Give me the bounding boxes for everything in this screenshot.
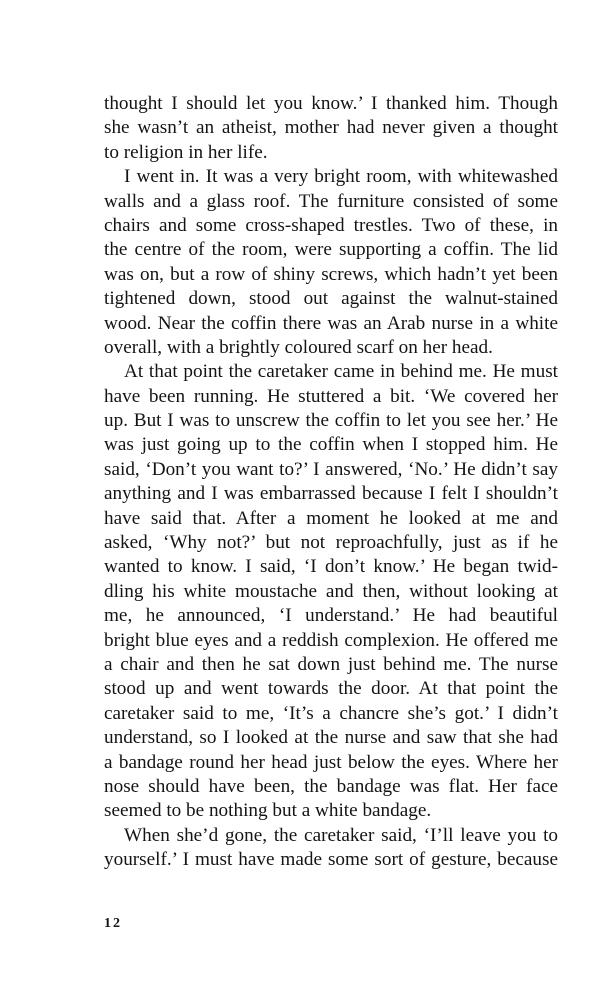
text-line: chairs and some cross-shaped trestles. Two of these, in <box>104 214 558 236</box>
text-line: was on, but a row of shiny screws, which hadn’t yet been <box>104 263 558 285</box>
paragraph <box>104 360 558 823</box>
text-line: she wasn’t an atheist, mother had never given a thought <box>104 117 558 139</box>
text-line: understand, so I looked at the nurse and saw that she had <box>104 727 558 749</box>
text-line: walls and a glass roof. The furniture consisted of some <box>104 190 558 212</box>
text-line: a chair and then he sat down just behind me. The nurse <box>104 653 558 675</box>
text-line: nose should have been, the bandage was flat. Her face <box>104 775 558 797</box>
paragraph <box>104 92 558 165</box>
text-line: anything and I was embarrassed because I felt I shouldn’t <box>104 483 558 505</box>
text-line: me, he announced, ‘I understand.’ He had beautiful <box>104 605 558 627</box>
paragraph <box>104 824 558 873</box>
text-line: to religion in her life. <box>104 141 268 163</box>
text-line: have said that. After a moment he looked at me and <box>104 507 558 529</box>
text-line: asked, ‘Why not?’ but not reproachfully, just as if he <box>104 532 558 554</box>
text-line: overall, with a brightly coloured scarf on her head. <box>104 336 493 358</box>
text-line: At that point the caretaker came in behind me. He must <box>124 361 558 383</box>
page-number: 12 <box>104 916 122 931</box>
text-line: stood up and went towards the door. At that point the <box>104 678 558 700</box>
text-line: yourself.’ I must have made some sort of gesture, because <box>104 849 558 871</box>
text-line: the centre of the room, were supporting a coffin. The lid <box>104 239 558 261</box>
text-line: a bandage round her head just below the eyes. Where her <box>104 751 558 773</box>
text-line: bright blue eyes and a reddish complexion. He offered me <box>104 629 558 651</box>
text-line: seemed to be nothing but a white bandage. <box>104 800 432 822</box>
paragraph <box>104 165 558 360</box>
text-line: wanted to know. I said, ‘I don’t know.’ He began twid- <box>104 556 558 578</box>
text-line: wood. Near the coffin there was an Arab nurse in a white <box>104 312 558 334</box>
text-line: When she’d gone, the caretaker said, ‘I’ll leave you to <box>124 824 558 846</box>
text-line: caretaker said to me, ‘It’s a chancre she’s got.’ I didn’t <box>104 702 558 724</box>
text-line: thought I should let you know.’ I thanked him. Though <box>104 93 558 114</box>
text-line: tightened down, stood out against the walnut-stained <box>104 288 558 310</box>
body-text <box>104 92 558 873</box>
text-line: was just going up to the coffin when I stopped him. He <box>104 434 558 456</box>
text-line: I went in. It was a very bright room, with whitewashed <box>124 166 558 188</box>
text-line: up. But I was to unscrew the coffin to let you see her.’ He <box>104 410 558 432</box>
text-line: have been running. He stuttered a bit. ‘We covered her <box>104 385 558 407</box>
text-line: dling his white moustache and then, without looking at <box>104 580 558 602</box>
text-line: said, ‘Don’t you want to?’ I answered, ‘No.’ He didn’t say <box>104 458 558 480</box>
